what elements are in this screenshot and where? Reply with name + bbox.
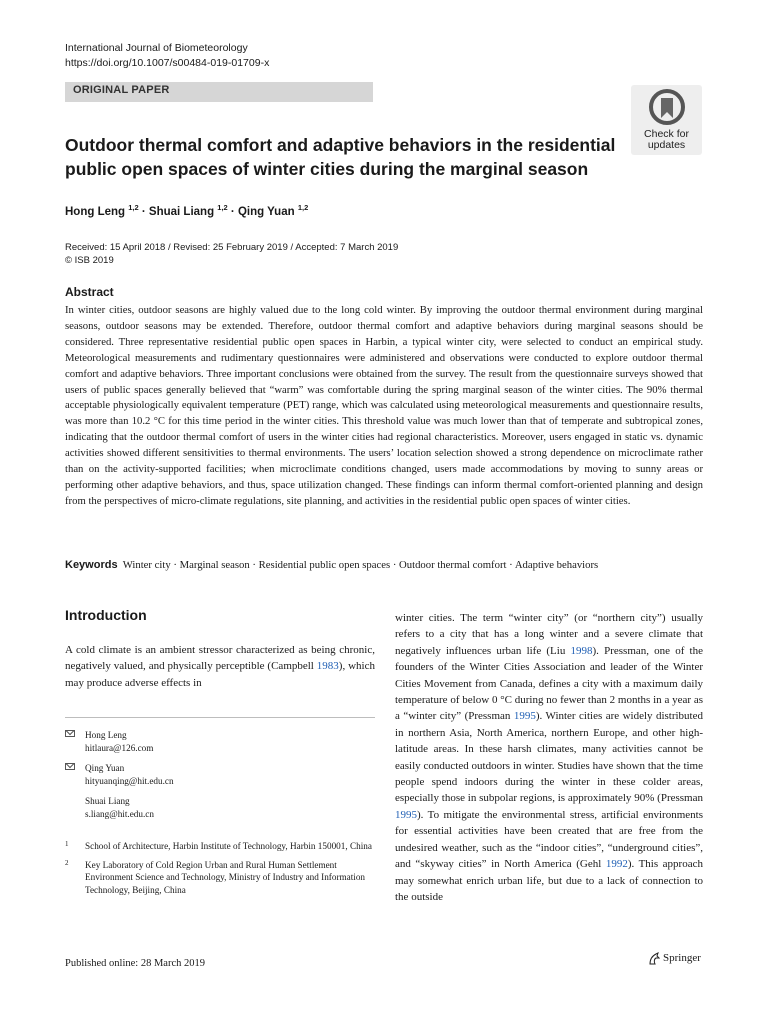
introduction-heading: Introduction — [65, 607, 147, 623]
check-for-updates-badge[interactable] — [631, 85, 702, 155]
keywords-label: Keywords — [65, 559, 118, 571]
citation-link[interactable]: 1983 — [316, 660, 339, 673]
affiliation-number: 1 — [65, 840, 69, 848]
intro-text: ), which may produce adverse effects in — [65, 660, 375, 689]
published-online: Published online: 28 March 2019 — [65, 958, 205, 969]
affiliation-text: School of Architecture, Harbin Institute of Technology, Harbin 150001, China — [85, 841, 372, 851]
keywords-line — [65, 559, 705, 571]
citation-link[interactable]: 1995 — [395, 808, 417, 821]
corresponding-authors — [65, 729, 375, 828]
intro-text: ). Winter cities are widely distributed in northern Asia, North America, northern Europe, and other high-latitude areas. In these harsh climates, many activities cannot be easily conducted outdoors in winter. Studies have shown that the time people spend indoors during the winter in these colder areas, especially those in subpolar regions, is approximately 90% (Pressman — [395, 710, 703, 805]
check-for-updates-text — [631, 129, 702, 151]
author-affil-sup: 1,2 — [217, 203, 228, 212]
keyword-item: Marginal season — [179, 559, 250, 571]
keyword-item: Winter city — [122, 559, 171, 571]
intro-text: ). To mitigate the environmental stress, artificial environments for essential activities have been created that are free from the undesired weather, such as the “indoor cities”, “underground cities”, and “skyway cities” in North America (Gehl — [395, 808, 703, 871]
contact-entry — [65, 795, 375, 821]
intro-text: ). This approach may somewhat enrich urban life, but due to a lack of connection to the outside — [395, 858, 703, 903]
check-line-2: updates — [647, 139, 686, 151]
author-separator: · — [138, 205, 149, 218]
crossmark-icon — [648, 88, 686, 128]
article-title: Outdoor thermal comfort and adaptive behaviors in the residential public open spaces of winter cities during the marginal season — [65, 135, 616, 179]
contact-entry — [65, 762, 375, 788]
date-separator: / — [165, 242, 174, 253]
abstract-heading: Abstract — [65, 285, 114, 299]
keyword-separator: · — [249, 559, 259, 571]
publisher-logo — [648, 952, 701, 965]
affiliation-entry — [65, 859, 375, 897]
article-dates — [65, 241, 398, 267]
keyword-separator: · — [170, 559, 180, 571]
journal-name: International Journal of Biometeorology — [65, 42, 248, 54]
intro-text: winter cities. The term “winter city” (or “northern city”) usually refers to a city that has a long winter and a severe climate that negatively influences urban life (Liu — [395, 612, 703, 657]
citation-link[interactable]: 1992 — [605, 858, 628, 871]
publisher-name: Springer — [663, 952, 701, 965]
abstract-body: In winter cities, outdoor seasons are highly valued due to the long cold winter. By improving the outdoor thermal environment during marginal seasons, outdoor seasons may be extended. Therefore, outdoor thermal comfort and adaptive behaviors during marginal seasons should be considered. Three representative residential public open spaces in Harbin, a typical winter city, were selected to conduct an empirical study. Meteorological measurements and rudimentary questionnaires were administered and observations were conducted to explore outdoor thermal comfort and adaptive behaviors. Three important conclusions were obtained from the survey. The result from the questionnaire surveys showed that users of public spaces generally believed that “warm” was comfortable during the spring marginal season of the winter cities. The 90% thermal acceptable physiologically equivalent temperature (PET) range, which was calculated using meteorological measurements and questionnaire results, was more than 10.2 °C for this time period in the winter cities. This threshold value was much lower than that of temperate and subtropical zones, indicating that the outdoor thermal comfort of users in the winter cities had regional characteristics. Moreover, users engaged in static vs. dynamic activities showed different sensitivities to thermal environments. The users’ location selection showed a strong dependence on microclimate rather than on the activity-supported facilities; when microclimate conditions changed, users made accommodations by moving to sunny areas or performing other adaptive behaviors, and thus, space utilization changed. These findings can inform thermal comfort-oriented planning and design from the perspectives of micro-climate regulations, site planning, and activities in the residential public open spaces of winter cities. — [65, 304, 703, 507]
intro-text: ). Pressman, one of the founders of the Winter Cities Association and leader of the Winter Cities Movement from Canada, defines a city with a maximum daily temperature of below 0 °C during no fewer than 2 months in a year as a “winter city” (Pressman — [395, 644, 703, 723]
keyword-item: Residential public open spaces — [258, 559, 391, 571]
affiliation-text: Key Laboratory of Cold Region Urban and Rural Human Settlement Environment Science and Technology, Ministry of Industry and Information Technology, Beijing, China — [85, 859, 366, 895]
contact-name: Shuai Liang — [85, 796, 130, 806]
author-name[interactable]: Hong Leng — [65, 205, 126, 218]
article-type-bar — [65, 82, 373, 102]
intro-text: A cold climate is an ambient stressor characterized as being chronic, negatively valued, and physically perceptible (Campbell — [65, 644, 375, 673]
keyword-item: Adaptive behaviors — [514, 559, 599, 571]
citation-link[interactable]: 1998 — [570, 644, 593, 657]
contact-email[interactable]: hityuanqing@hit.edu.cn — [85, 776, 174, 786]
envelope-icon — [65, 763, 75, 770]
keyword-item: Outdoor thermal comfort — [399, 559, 507, 571]
author-affil-sup: 1,2 — [297, 203, 309, 212]
doi-link[interactable]: https://doi.org/10.1007/s00484-019-01709-x — [65, 57, 270, 69]
citation-link[interactable]: 1995 — [513, 710, 536, 723]
affiliation-entry — [65, 840, 375, 853]
author-list — [65, 203, 308, 218]
contact-name: Hong Leng — [85, 730, 127, 740]
received-date: Received: 15 April 2018 — [65, 242, 166, 253]
keyword-separator: · — [390, 559, 400, 571]
author-name[interactable]: Shuai Liang — [148, 205, 215, 218]
affiliation-number: 2 — [65, 858, 69, 867]
keyword-separator: · — [506, 559, 515, 571]
contact-email[interactable]: s.liang@hit.edu.cn — [85, 809, 154, 819]
article-type-label: ORIGINAL PAPER — [73, 84, 170, 96]
contact-entry — [65, 729, 375, 755]
revised-date: Revised: 25 February 2019 — [173, 242, 288, 253]
author-name[interactable]: Qing Yuan — [237, 205, 295, 218]
intro-left-column — [65, 642, 375, 691]
accepted-date: Accepted: 7 March 2019 — [295, 242, 399, 253]
author-affil-sup: 1,2 — [128, 203, 139, 212]
affiliations — [65, 840, 375, 902]
check-line-1: Check for — [644, 128, 689, 140]
history-line — [65, 241, 398, 254]
intro-right-column — [395, 610, 703, 905]
date-separator: / — [287, 242, 296, 253]
springer-horse-icon — [648, 952, 660, 965]
envelope-icon — [65, 730, 75, 737]
contact-name: Qing Yuan — [85, 763, 125, 773]
journal-header — [65, 41, 269, 71]
footnote-divider — [65, 717, 375, 718]
copyright-line: © ISB 2019 — [65, 255, 114, 266]
author-separator: · — [227, 205, 238, 218]
contact-email[interactable]: hitlaura@126.com — [85, 743, 154, 753]
